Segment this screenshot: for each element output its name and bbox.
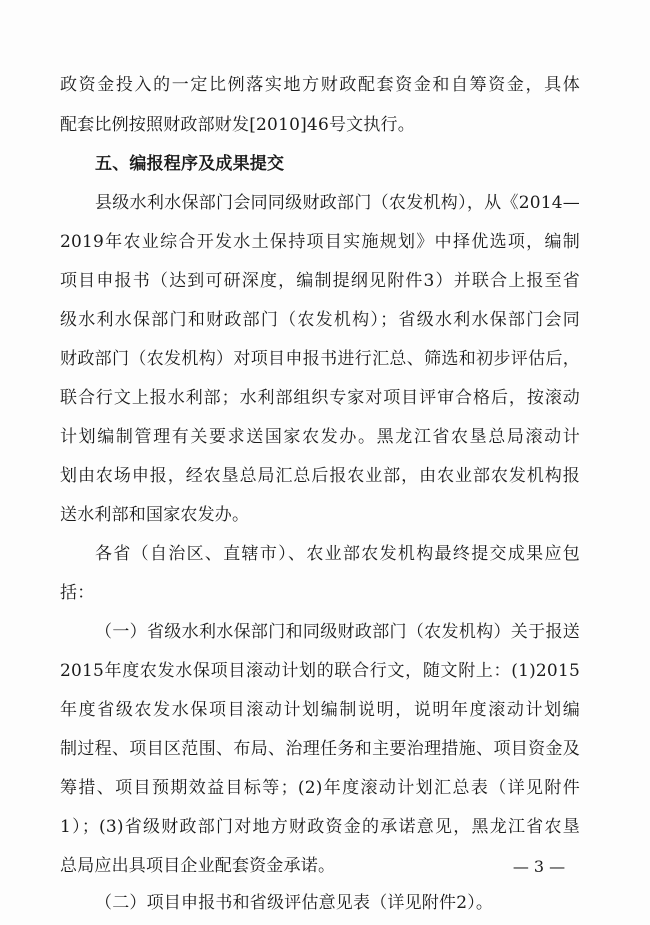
text-line: 2015年度农发水保项目滚动计划的联合行文，随文附上：(1)2015 bbox=[60, 661, 580, 681]
text-line: （一）省级水利水保部门和同级财政部门（农发机构）关于报送 bbox=[95, 622, 580, 642]
text-line: 总局应出具项目企业配套资金承诺。 bbox=[60, 856, 336, 876]
text-line: 联合行文上报水利部；水利部组织专家对项目评审合格后，按滚动 bbox=[60, 388, 580, 408]
text-line: 各省（自治区、直辖市）、农业部农发机构最终提交成果应包 bbox=[95, 544, 580, 564]
text-line: 年度省级农发水保项目滚动计划编制说明，说明年度滚动计划编 bbox=[60, 700, 580, 720]
text-line: 划由农场申报，经农垦总局汇总后报农业部，由农业部农发机构报 bbox=[60, 466, 580, 486]
text-line: 制过程、项目区范围、布局、治理任务和主要治理措施、项目资金及 bbox=[60, 739, 580, 759]
text-line: （二）项目申报书和省级评估意见表（详见附件2）。 bbox=[95, 893, 494, 913]
text-line: 1）；(3)省级财政部门对地方财政资金的承诺意见，黑龙江省农垦 bbox=[60, 817, 580, 837]
section-heading: 五、编报程序及成果提交 bbox=[95, 154, 285, 174]
text-line: 2019年农业综合开发水土保持项目实施规划》中择优选项，编制 bbox=[60, 232, 580, 252]
text-line: 政资金投入的一定比例落实地方财政配套资金和自筹资金，具体 bbox=[60, 75, 580, 95]
text-line: 县级水利水保部门会同同级财政部门（农发机构），从《2014— bbox=[95, 193, 580, 213]
text-line: 配套比例按照财政部财发[2010]46号文执行。 bbox=[60, 115, 415, 135]
text-line: 财政部门（农发机构）对项目申报书进行汇总、筛选和初步评估后， bbox=[60, 349, 580, 369]
text-line: 计划编制管理有关要求送国家农发办。黑龙江省农垦总局滚动计 bbox=[60, 427, 580, 447]
text-line: 送水利部和国家农发办。 bbox=[60, 505, 250, 525]
text-line: 括： bbox=[60, 583, 95, 603]
text-line: 筹措、项目预期效益目标等；(2)年度滚动计划汇总表（详见附件 bbox=[60, 778, 580, 798]
page-number: — 3 — bbox=[512, 857, 566, 876]
text-line: 级水利水保部门和财政部门（农发机构）；省级水利水保部门会同 bbox=[60, 310, 580, 330]
text-line: 项目申报书（达到可研深度，编制提纲见附件3）并联合上报至省 bbox=[60, 271, 580, 291]
